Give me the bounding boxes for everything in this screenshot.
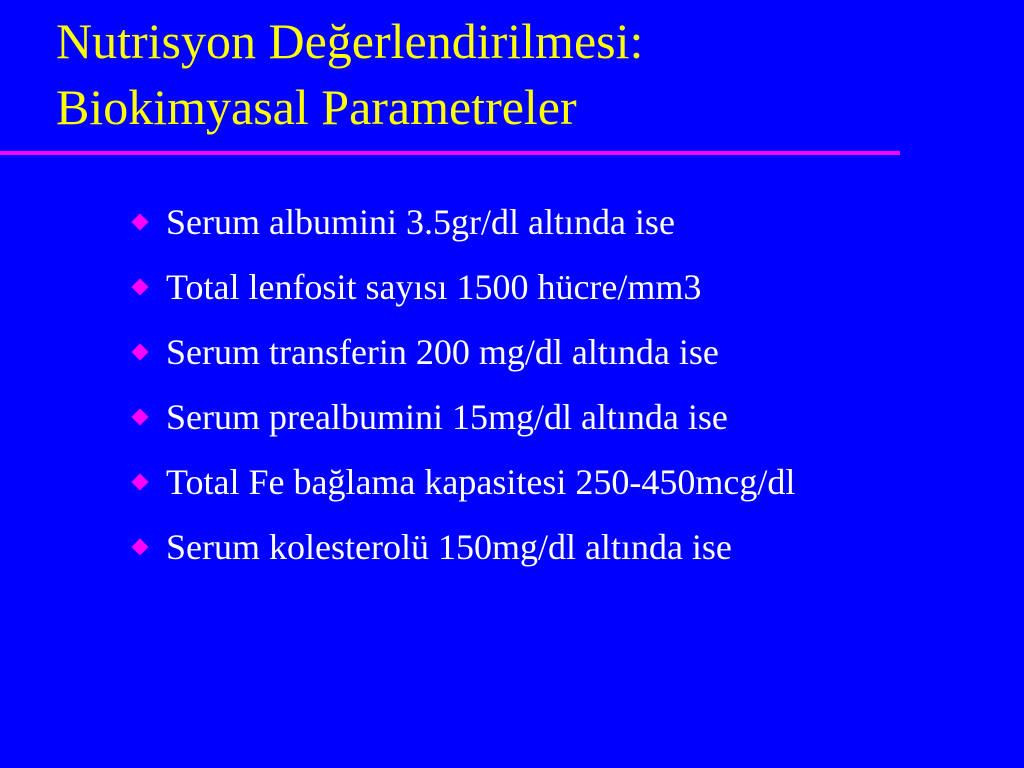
bullet-text: Serum albumini 3.5gr/dl altında ise	[166, 202, 675, 242]
diamond-bullet-icon	[132, 279, 149, 296]
slide-title-line-2: Biokimyasal Parametreler	[56, 79, 577, 135]
diamond-bullet-icon	[132, 344, 149, 361]
diamond-bullet-icon	[132, 409, 149, 426]
title-divider	[0, 151, 900, 155]
diamond-bullet-icon	[132, 214, 149, 231]
bullet-text: Serum transferin 200 mg/dl altında ise	[166, 332, 719, 372]
bullet-text: Total Fe bağlama kapasitesi 250-450mcg/dl	[166, 462, 796, 502]
bullet-text: Serum prealbumini 15mg/dl altında ise	[166, 397, 728, 437]
slide-title	[56, 8, 643, 140]
diamond-bullet-icon	[132, 539, 149, 556]
slide-title-line-1: Nutrisyon Değerlendirilmesi:	[56, 13, 644, 69]
bullet-text: Total lenfosit sayısı 1500 hücre/mm3	[166, 267, 702, 307]
diamond-bullet-icon	[132, 474, 149, 491]
bullet-text: Serum kolesterolü 150mg/dl altında ise	[166, 527, 732, 567]
